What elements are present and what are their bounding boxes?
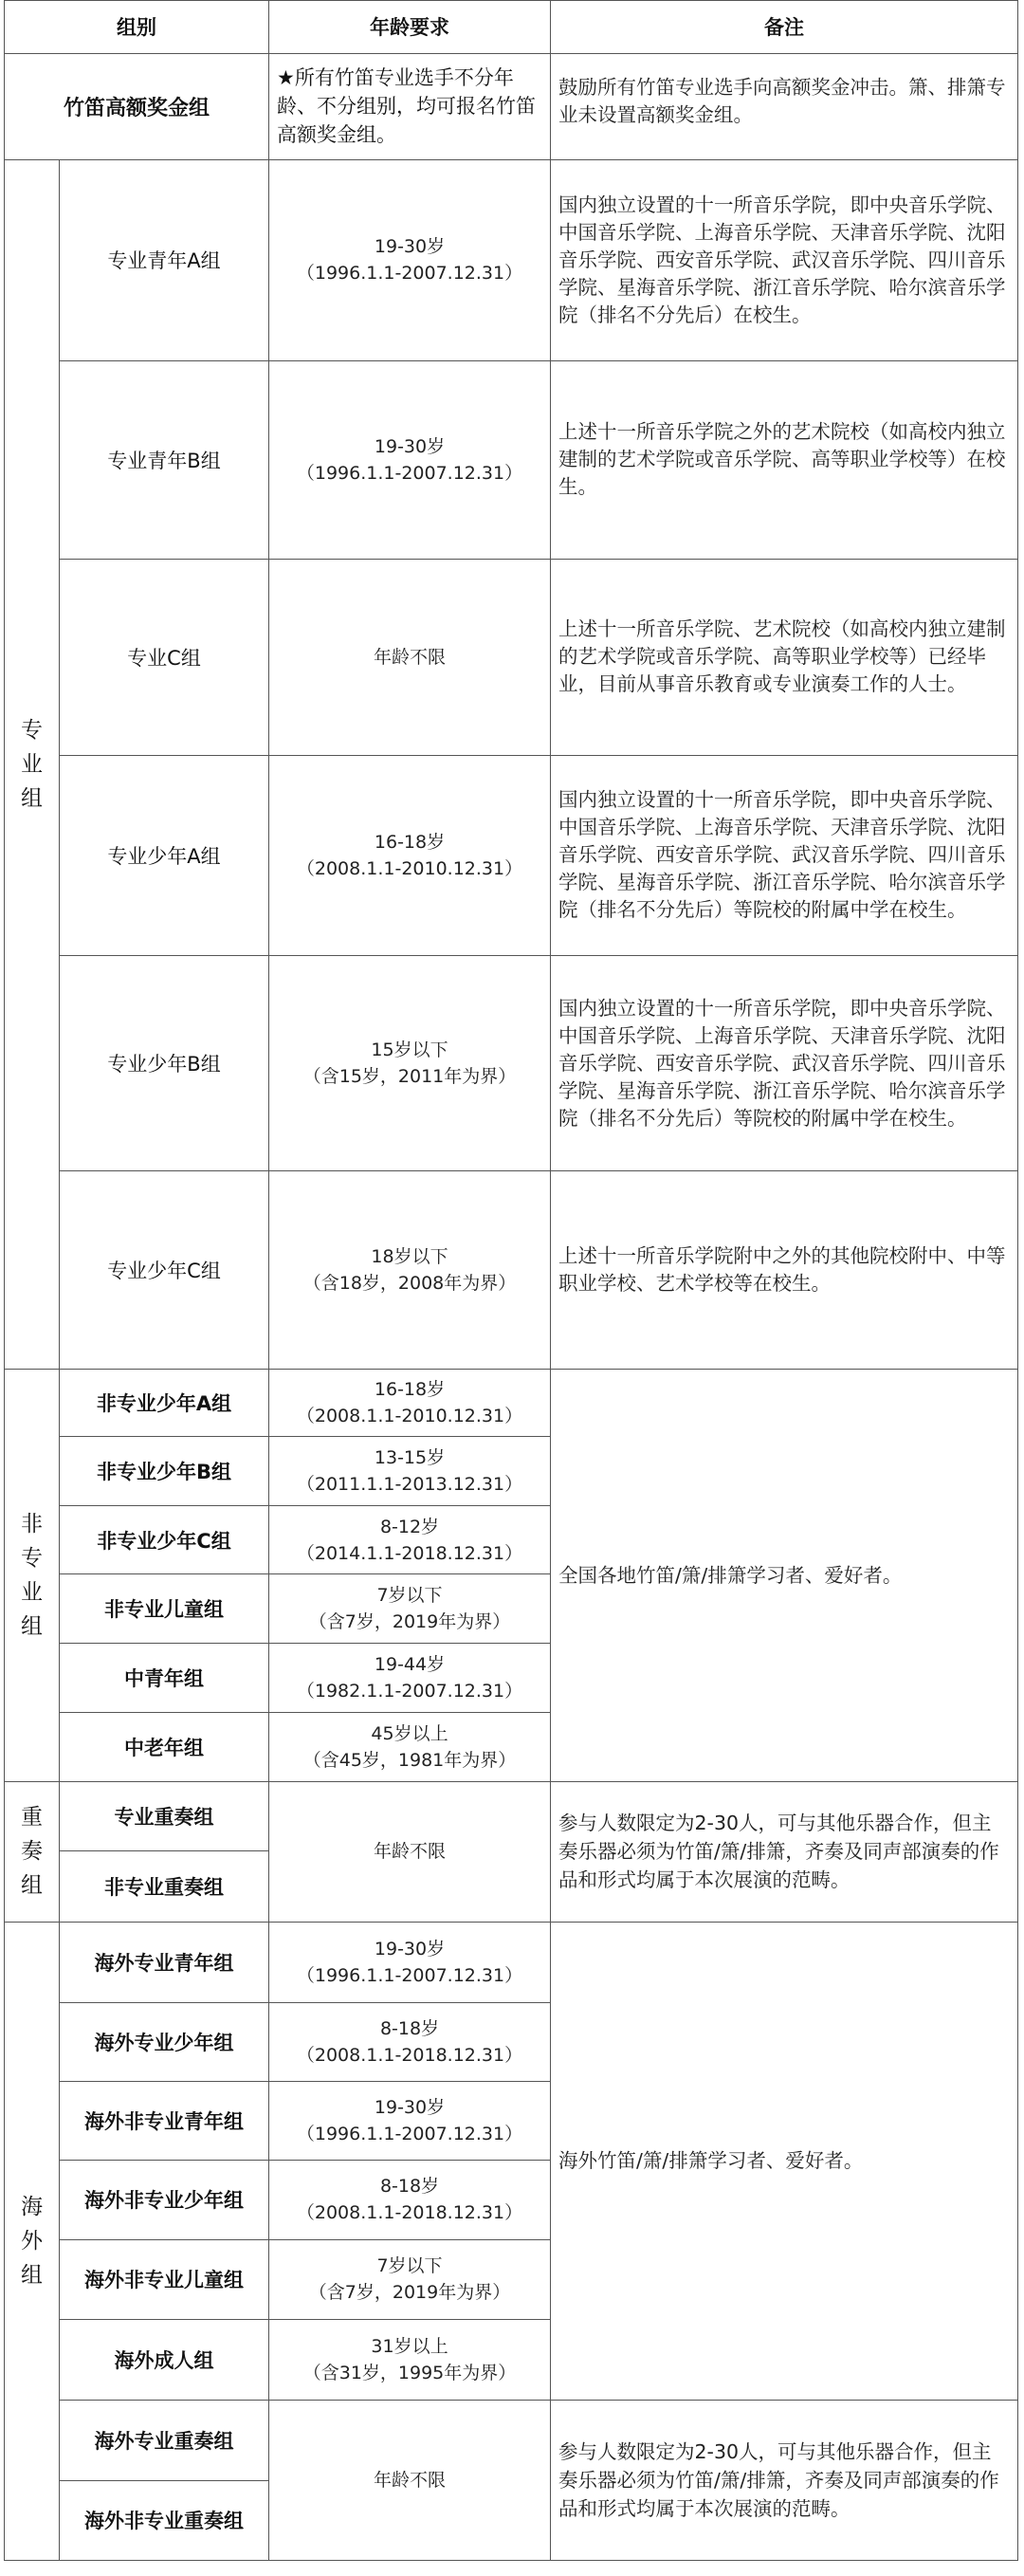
age-requirement: 19-44岁 （1982.1.1-2007.12.31） xyxy=(269,1644,551,1713)
category-professional: 专 业 组 xyxy=(5,160,60,1370)
ensemble-note: 参与人数限定为2-30人，可与其他乐器合作，但主奏乐器必须为竹笛/箫/排箫，齐奏及同声部演奏的作品和形式均属于本次展演的范畴。 xyxy=(551,1781,1018,1922)
age-requirement: 19-30岁 （1996.1.1-2007.12.31） xyxy=(269,160,551,361)
age-requirement: 15岁以下 （含15岁，2011年为界） xyxy=(269,956,551,1171)
age-requirement: 19-30岁 （1996.1.1-2007.12.31） xyxy=(269,1922,551,2002)
overseas-ensemble-note: 参与人数限定为2-30人，可与其他乐器合作，但主奏乐器必须为竹笛/箫/排箫，齐奏及同声部演奏的作品和形式均属于本次展演的范畴。 xyxy=(551,2400,1018,2560)
table-row xyxy=(5,1369,1018,1437)
group-name: 专业重奏组 xyxy=(60,1781,269,1850)
table-row xyxy=(5,755,1018,956)
age-requirement: 19-30岁 （1996.1.1-2007.12.31） xyxy=(269,2081,551,2160)
group-name: 中老年组 xyxy=(60,1712,269,1781)
age-requirement: 31岁以上 （含31岁，1995年为界） xyxy=(269,2319,551,2400)
age-requirement: 年龄不限 xyxy=(269,1781,551,1922)
age-requirement: 年龄不限 xyxy=(269,560,551,756)
group-name: 非专业少年B组 xyxy=(60,1437,269,1506)
age-requirement: 7岁以下 （含7岁，2019年为界） xyxy=(269,1574,551,1644)
category-ensemble: 重 奏 组 xyxy=(5,1781,60,1922)
group-name: 海外非专业重奏组 xyxy=(60,2480,269,2560)
age-requirement: 45岁以上 （含45岁，1981年为界） xyxy=(269,1712,551,1781)
group-name: 非专业重奏组 xyxy=(60,1850,269,1922)
group-name: 中青年组 xyxy=(60,1644,269,1713)
age-requirement: 18岁以下 （含18岁，2008年为界） xyxy=(269,1171,551,1370)
group-name: 海外专业少年组 xyxy=(60,2002,269,2081)
group-name: 专业青年A组 xyxy=(60,160,269,361)
group-note: 国内独立设置的十一所音乐学院，即中央音乐学院、中国音乐学院、上海音乐学院、天津音乐学院、沈阳音乐学院、西安音乐学院、武汉音乐学院、四川音乐学院、星海音乐学院、浙江音乐学院、哈尔滨音乐学院（排名不分先后）等院校的附属中学在校生。 xyxy=(551,755,1018,956)
header-group: 组别 xyxy=(5,1,269,54)
age-requirement: 16-18岁 （2008.1.1-2010.12.31） xyxy=(269,1369,551,1437)
group-name: 专业少年A组 xyxy=(60,755,269,956)
header-row xyxy=(5,1,1018,54)
table-row xyxy=(5,560,1018,756)
table-row xyxy=(5,1922,1018,2002)
table-row xyxy=(5,2400,1018,2480)
age-requirement: 年龄不限 xyxy=(269,2400,551,2560)
group-name: 海外非专业儿童组 xyxy=(60,2239,269,2319)
table-row xyxy=(5,1171,1018,1370)
age-requirement: 7岁以下 （含7岁，2019年为界） xyxy=(269,2239,551,2319)
age-requirement: 13-15岁 （2011.1.1-2013.12.31） xyxy=(269,1437,551,1506)
group-name: 专业C组 xyxy=(60,560,269,756)
age-requirement: 8-18岁 （2008.1.1-2018.12.31） xyxy=(269,2002,551,2081)
group-name: 专业青年B组 xyxy=(60,360,269,560)
group-name: 专业少年B组 xyxy=(60,956,269,1171)
group-name: 海外成人组 xyxy=(60,2319,269,2400)
group-note: 上述十一所音乐学院、艺术院校（如高校内独立建制的艺术学院或音乐学院、高等职业学校等）已经毕业，目前从事音乐教育或专业演奏工作的人士。 xyxy=(551,560,1018,756)
group-name: 专业少年C组 xyxy=(60,1171,269,1370)
group-name: 非专业儿童组 xyxy=(60,1574,269,1644)
age-requirement: 19-30岁 （1996.1.1-2007.12.31） xyxy=(269,360,551,560)
golden-age: ★所有竹笛专业选手不分年龄、不分组别，均可报名竹笛高额奖金组。 xyxy=(269,53,551,159)
amateur-note: 全国各地竹笛/箫/排箫学习者、爱好者。 xyxy=(551,1369,1018,1781)
table-row xyxy=(5,360,1018,560)
age-requirement: 8-12岁 （2014.1.1-2018.12.31） xyxy=(269,1506,551,1574)
header-note: 备注 xyxy=(551,1,1018,54)
age-requirement: 8-18岁 （2008.1.1-2018.12.31） xyxy=(269,2160,551,2239)
header-age: 年龄要求 xyxy=(269,1,551,54)
group-note: 上述十一所音乐学院之外的艺术院校（如高校内独立建制的艺术学院或音乐学院、高等职业学校等）在校生。 xyxy=(551,360,1018,560)
group-note: 国内独立设置的十一所音乐学院，即中央音乐学院、中国音乐学院、上海音乐学院、天津音乐学院、沈阳音乐学院、西安音乐学院、武汉音乐学院、四川音乐学院、星海音乐学院、浙江音乐学院、哈尔滨音乐学院（排名不分先后）等院校的附属中学在校生。 xyxy=(551,956,1018,1171)
competition-groups-table xyxy=(4,0,1018,2561)
table-row xyxy=(5,956,1018,1171)
category-overseas: 海 外 组 xyxy=(5,1922,60,2560)
table-row xyxy=(5,1781,1018,1850)
group-name: 海外专业重奏组 xyxy=(60,2400,269,2480)
golden-group-name: 竹笛高额奖金组 xyxy=(5,53,269,159)
table-row xyxy=(5,160,1018,361)
group-note: 国内独立设置的十一所音乐学院，即中央音乐学院、中国音乐学院、上海音乐学院、天津音乐学院、沈阳音乐学院、西安音乐学院、武汉音乐学院、四川音乐学院、星海音乐学院、浙江音乐学院、哈尔滨音乐学院（排名不分先后）在校生。 xyxy=(551,160,1018,361)
group-name: 海外非专业青年组 xyxy=(60,2081,269,2160)
group-name: 非专业少年C组 xyxy=(60,1506,269,1574)
group-name: 海外非专业少年组 xyxy=(60,2160,269,2239)
golden-note: 鼓励所有竹笛专业选手向高额奖金冲击。箫、排箫专业未设置高额奖金组。 xyxy=(551,53,1018,159)
category-amateur: 非 专 业 组 xyxy=(5,1369,60,1781)
age-requirement: 16-18岁 （2008.1.1-2010.12.31） xyxy=(269,755,551,956)
golden-row xyxy=(5,53,1018,159)
group-name: 海外专业青年组 xyxy=(60,1922,269,2002)
group-name: 非专业少年A组 xyxy=(60,1369,269,1437)
overseas-note: 海外竹笛/箫/排箫学习者、爱好者。 xyxy=(551,1922,1018,2400)
group-note: 上述十一所音乐学院附中之外的其他院校附中、中等职业学校、艺术学校等在校生。 xyxy=(551,1171,1018,1370)
